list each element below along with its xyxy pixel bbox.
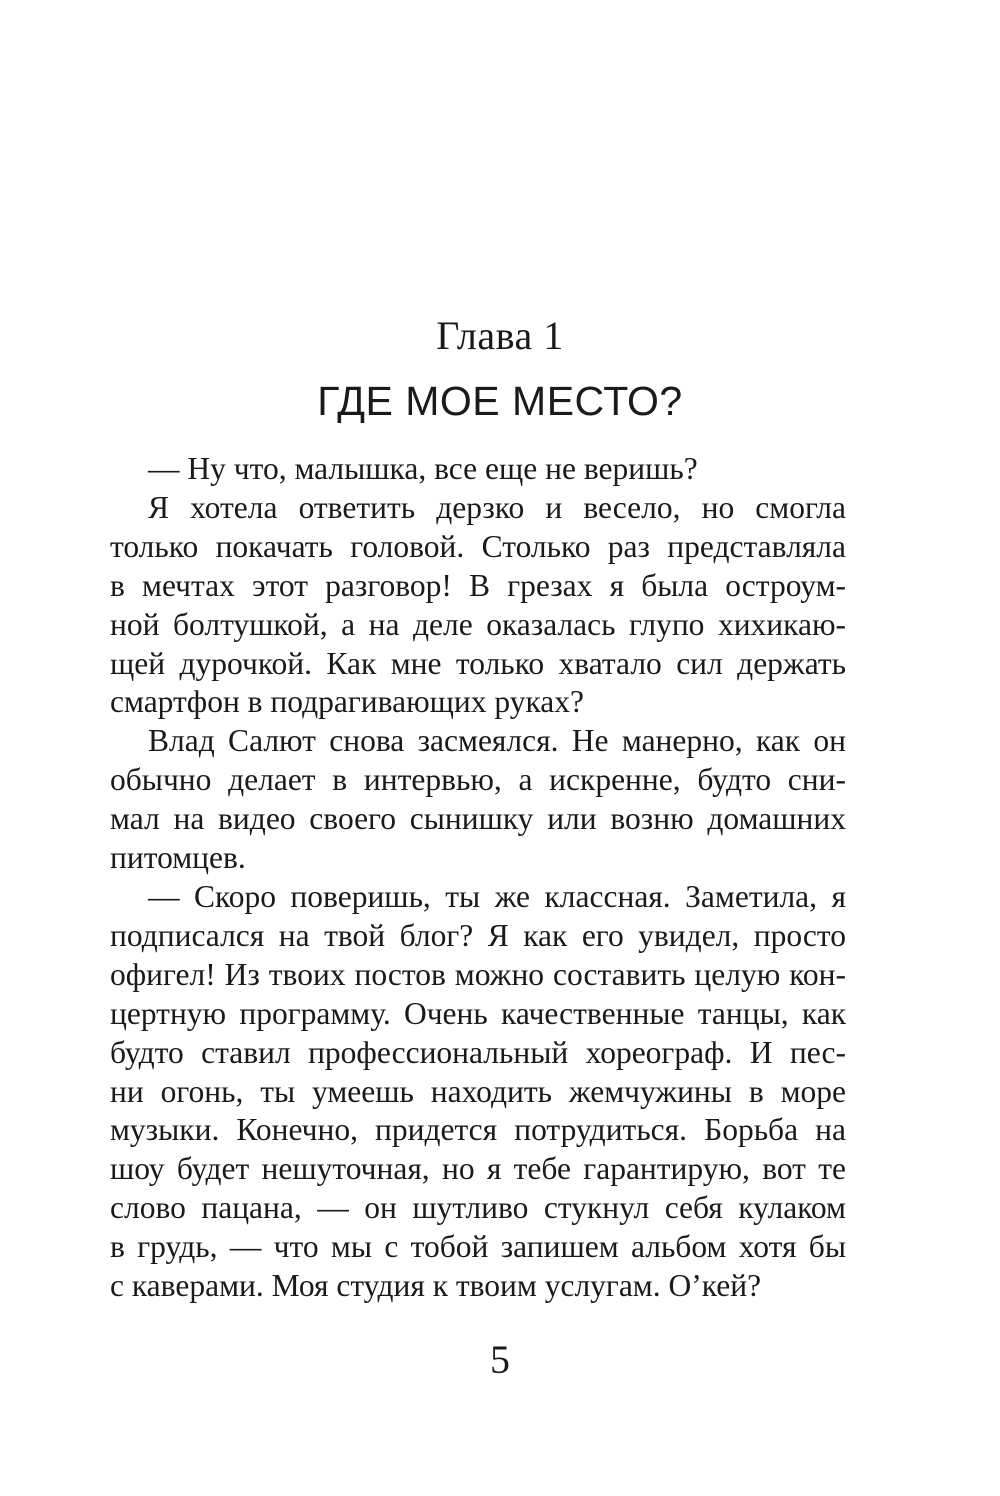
text-line: питомцев. xyxy=(110,840,246,876)
text-line: только покачать головой. Столько раз представляла xyxy=(110,528,846,564)
page-number: 5 xyxy=(490,1337,510,1382)
text-line: — Ну что, малышка, все еще не веришь? xyxy=(148,451,698,486)
text-line: шоу будет нешуточная, но я тебе гарантирую, вот те xyxy=(110,1151,846,1187)
text-line: офигел! Из твоих постов можно составить целую кон- xyxy=(110,956,846,992)
text-line: в грудь, — что мы с тобой запишем альбом хотя бы xyxy=(110,1229,846,1265)
text-line: музыки. Конечно, придется потрудиться. Борьба на xyxy=(110,1112,846,1148)
text-line: обычно делает в интервью, а искренне, будто сни- xyxy=(110,762,846,798)
text-line: Влад Салют снова засмеялся. Не манерно, как он xyxy=(148,723,846,759)
text-line: мал на видео своего сынишку или возню домашних xyxy=(110,801,846,837)
text-line: с каверами. Моя студия к твоим услугам. О’кей? xyxy=(110,1268,762,1304)
text-line: в мечтах этот разговор! В грезах я была остроум- xyxy=(110,567,846,603)
text-line: Я хотела ответить дерзко и весело, но смогла xyxy=(148,489,846,525)
text-line: ни огонь, ты умеешь находить жемчужины в море xyxy=(110,1073,846,1109)
text-line: цертную программу. Очень качественные танцы, как xyxy=(110,995,846,1031)
text-line: смартфон в подрагивающих руках? xyxy=(110,684,584,720)
chapter-title: ГДЕ МОЕ МЕСТО? xyxy=(317,378,683,424)
text-line: щей дурочкой. Как мне только хватало сил держать xyxy=(110,645,846,681)
body-text xyxy=(110,450,846,1306)
text-line: — Скоро поверишь, ты же классная. Заметила, я xyxy=(148,878,846,914)
text-line: будто ставил профессиональный хореограф. И пес- xyxy=(110,1034,846,1070)
text-line: подписался на твой блог? Я как его увидел, просто xyxy=(110,917,846,953)
text-line: ной болтушкой, а на деле оказалась глупо хихикаю- xyxy=(110,606,846,642)
chapter-label: Глава 1 xyxy=(436,313,564,358)
text-line: слово пацана, — он шутливо стукнул себя кулаком xyxy=(110,1190,846,1226)
